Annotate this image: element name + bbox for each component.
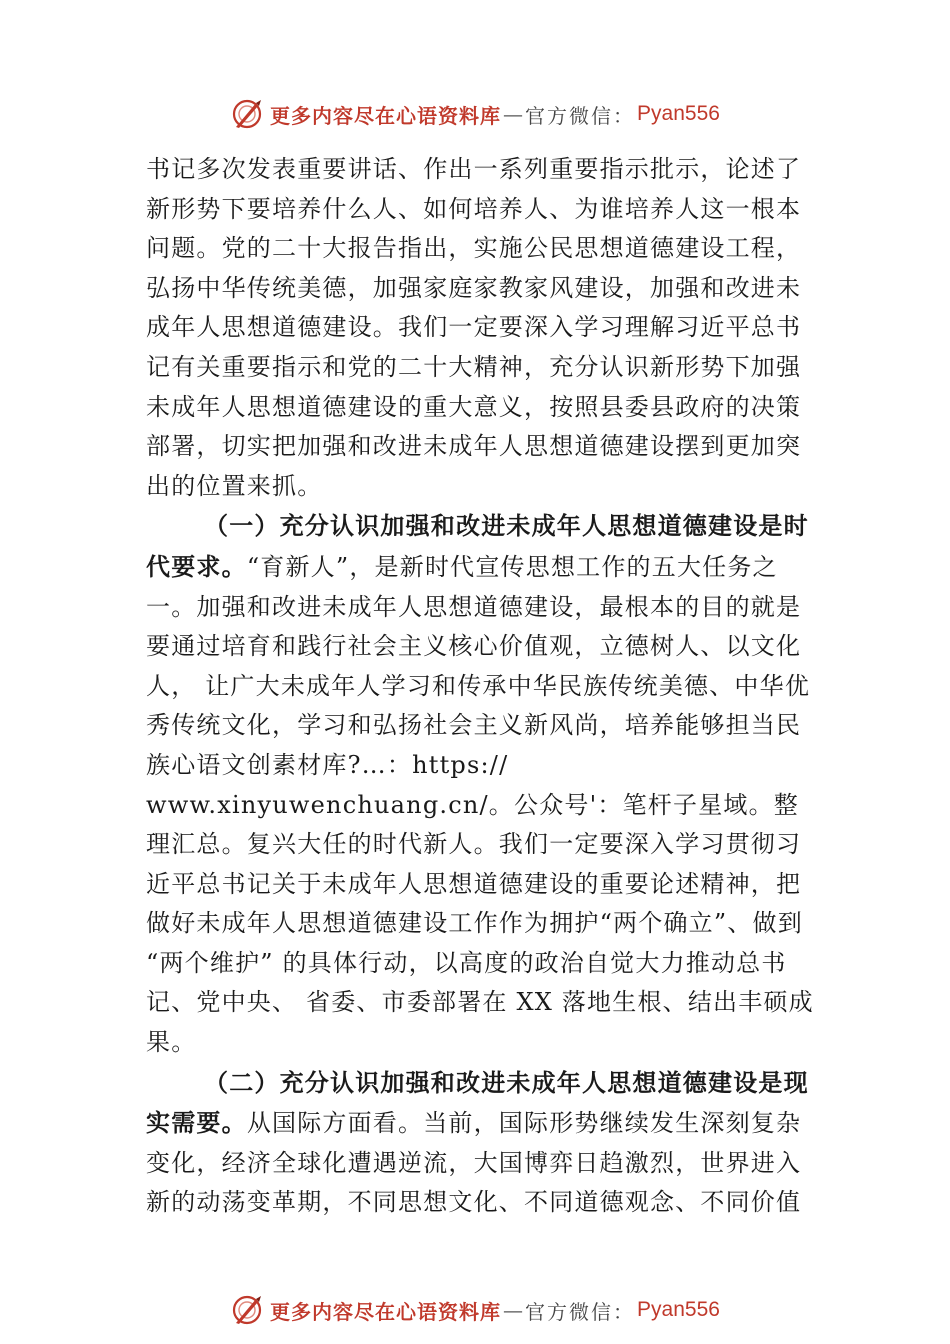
paragraph-2: [146, 506, 816, 785]
header-wechat-id: Pyan556: [637, 102, 720, 125]
header-separator: —: [503, 102, 524, 126]
quill-pen-logo-icon: [230, 1293, 264, 1327]
footer-separator: —: [503, 1298, 524, 1322]
footer-banner: [0, 1290, 950, 1330]
header-banner: [0, 94, 950, 134]
paragraph-2-continued: www.xinyuwenchuang.cn/。公众号'：笔杆子星域。整理汇总。复兴大任的时代新人。我们一定要深入学习贯彻习近平总书记关于未成年人思想道德建设的重要论述精神，把做好未成年人思想道德建设工作作为拥护“两个确立”、做到 “两个维护” 的具体行动，以高度的政治自觉大力推动总书记、党中央、 省委、市委部署在 XX 落地生根、结出丰硕成果。: [146, 790, 814, 1057]
header-brand: 更多内容尽在心语资料库: [270, 103, 502, 128]
section-2-text: 从国际方面看。当前，国际形势继续发生深刻复杂变化，经济全球化遭遇逆流，大国博弈日趋激烈，世界进入新的动荡变革期，不同思想文化、不同道德观念、不同价值: [146, 1109, 802, 1217]
header-wechat-label: 官方微信：: [525, 103, 636, 128]
footer-wechat-id: Pyan556: [637, 1298, 720, 1321]
section-1-text: “育新人”，是新时代宣传思想工作的五大任务之一。加强和改进未成年人思想道德建设，最根本的目的就是要通过培育和践行社会主义核心价值观，立德树人、以文化人， 让广大未成年人学习和传承中华民族传统美德、中华优秀传统文化，学习和弘扬社会主义新风尚，培养能够担当民族心语文创素材库?…：https://: [146, 552, 811, 779]
footer-wechat-label: 官方微信：: [525, 1299, 636, 1324]
paragraph-3: [146, 1063, 816, 1223]
paragraph-1: 书记多次发表重要讲话、作出一系列重要指示批示，论述了新形势下要培养什么人、如何培养人、为谁培养人这一根本问题。党的二十大报告指出，实施公民思想道德建设工程， 弘扬中华传统美德，加强家庭家教家风建设，加强和改进未成年人思想道德建设。我们一定要深入学习理解习近平总书记有关重要指示和党的二十大精神，充分认识新形势下加强未成年人思想道德建设的重大意义，按照县委县政府的决策部署，切实把加强和改进未成年人思想道德建设摆到更加突出的位置来抓。: [146, 155, 802, 500]
section-1-heading: （一）充分认识加强和改进未成年人思想道德建设是时代要求。: [146, 511, 809, 581]
footer-brand: 更多内容尽在心语资料库: [270, 1299, 502, 1324]
document-body: [146, 150, 816, 1223]
quill-pen-logo-icon: [230, 97, 264, 131]
section-2-heading: （二）充分认识加强和改进未成年人思想道德建设是现实需要。: [146, 1067, 809, 1138]
